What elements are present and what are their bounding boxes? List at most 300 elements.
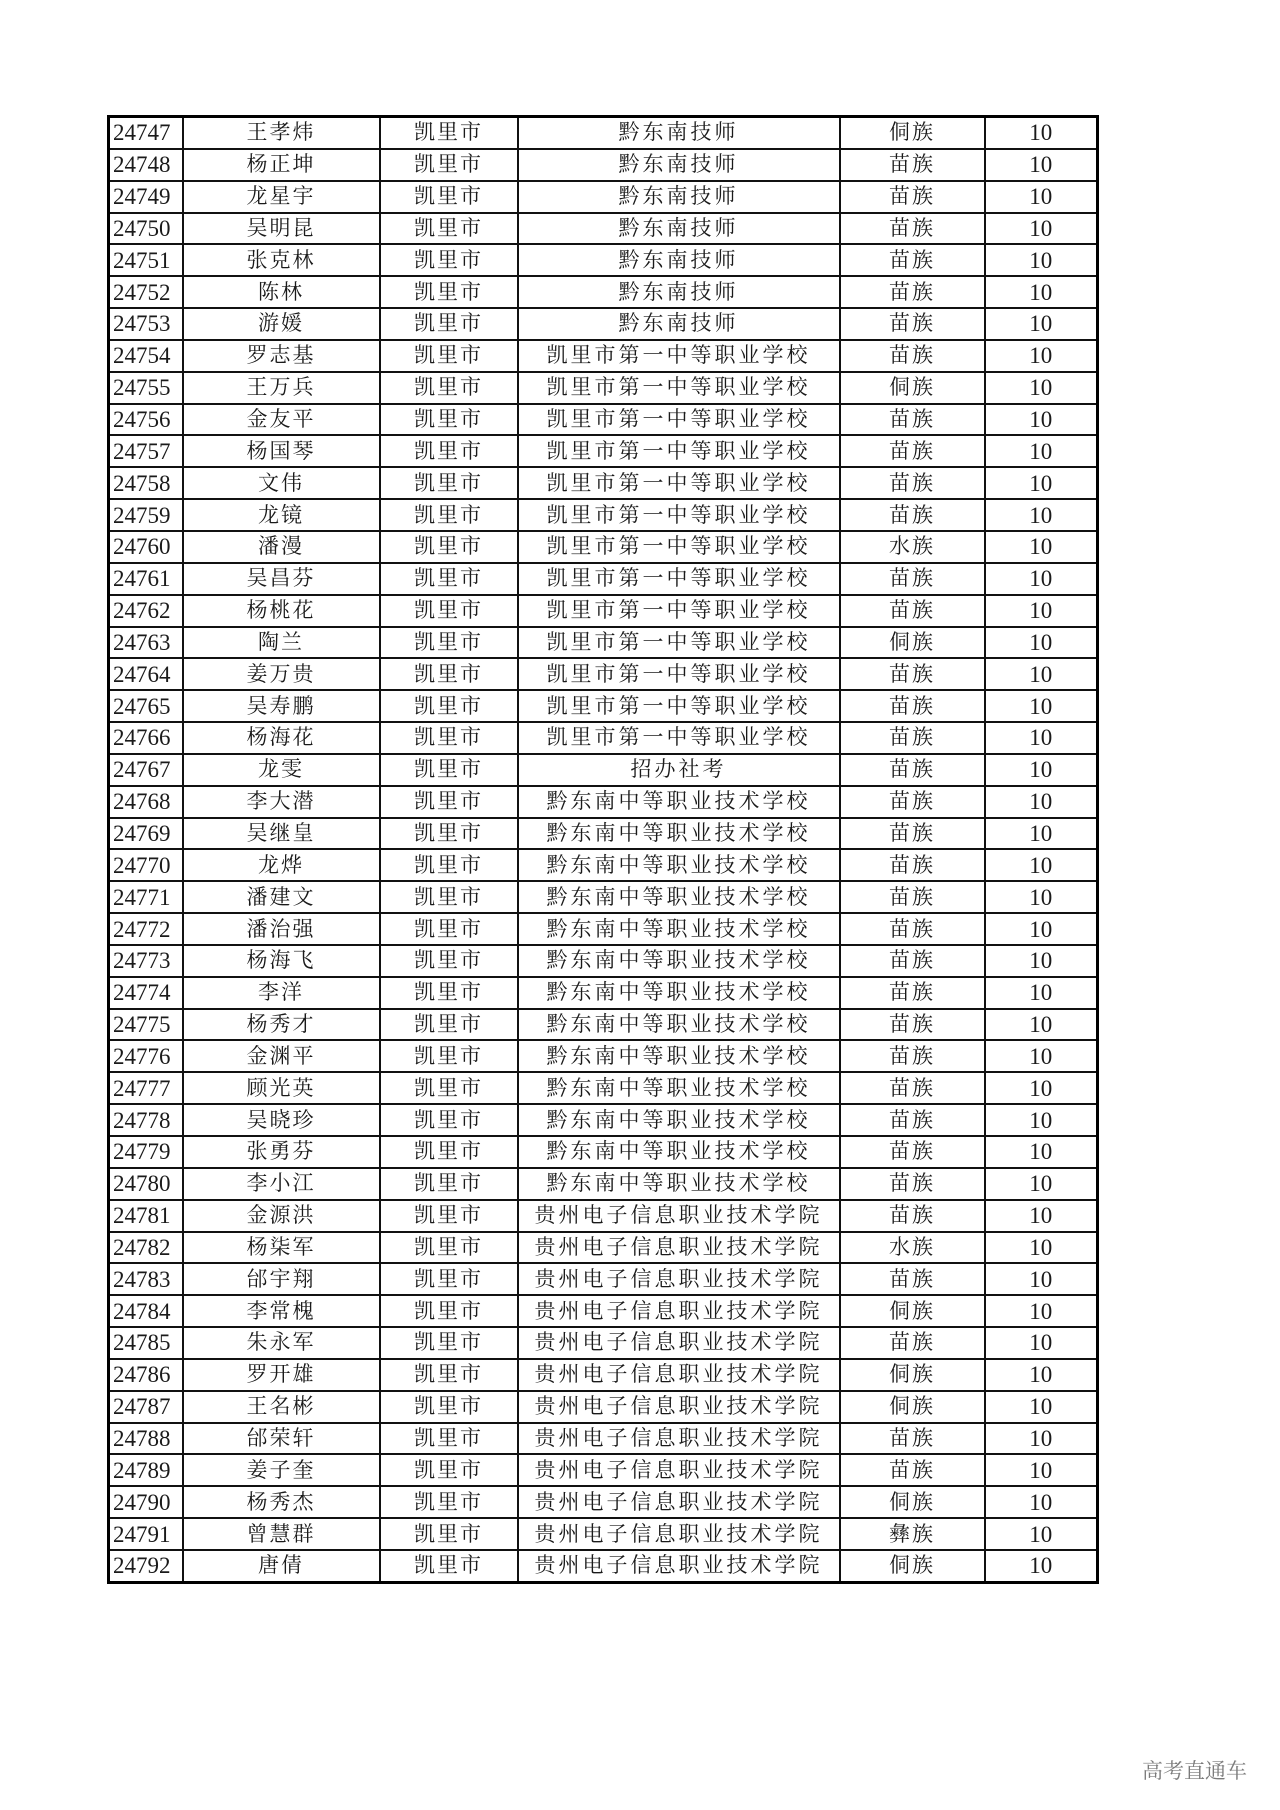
cell-city: 凯里市 [380, 849, 518, 881]
cell-ethnicity: 苗族 [840, 340, 985, 372]
cell-score: 10 [985, 1072, 1098, 1104]
cell-ethnicity: 彝族 [840, 1518, 985, 1550]
table-row [109, 499, 1098, 531]
cell-ethnicity: 苗族 [840, 181, 985, 213]
cell-name: 李小江 [183, 1168, 380, 1200]
table-row [109, 913, 1098, 945]
cell-id: 24753 [109, 308, 183, 340]
cell-city: 凯里市 [380, 1136, 518, 1168]
table-row [109, 1200, 1098, 1232]
cell-city: 凯里市 [380, 308, 518, 340]
cell-city: 凯里市 [380, 881, 518, 913]
cell-ethnicity: 苗族 [840, 435, 985, 467]
cell-id: 24779 [109, 1136, 183, 1168]
cell-city: 凯里市 [380, 690, 518, 722]
cell-id: 24774 [109, 977, 183, 1009]
cell-id: 24784 [109, 1295, 183, 1327]
cell-ethnicity: 侗族 [840, 1295, 985, 1327]
cell-id: 24785 [109, 1327, 183, 1359]
cell-score: 10 [985, 563, 1098, 595]
cell-school: 凯里市第一中等职业学校 [518, 435, 840, 467]
table-row [109, 881, 1098, 913]
cell-city: 凯里市 [380, 117, 518, 149]
cell-score: 10 [985, 1040, 1098, 1072]
cell-id: 24770 [109, 849, 183, 881]
cell-city: 凯里市 [380, 627, 518, 659]
cell-id: 24765 [109, 690, 183, 722]
cell-school: 贵州电子信息职业技术学院 [518, 1200, 840, 1232]
cell-id: 24772 [109, 913, 183, 945]
table-row [109, 1391, 1098, 1423]
cell-score: 10 [985, 1391, 1098, 1423]
cell-name: 龙烨 [183, 849, 380, 881]
table-row [109, 627, 1098, 659]
cell-ethnicity: 苗族 [840, 818, 985, 850]
table-row [109, 372, 1098, 404]
cell-score: 10 [985, 690, 1098, 722]
cell-name: 游媛 [183, 308, 380, 340]
cell-ethnicity: 苗族 [840, 881, 985, 913]
cell-ethnicity: 苗族 [840, 1454, 985, 1486]
cell-ethnicity: 侗族 [840, 1391, 985, 1423]
cell-school: 贵州电子信息职业技术学院 [518, 1359, 840, 1391]
table-row [109, 276, 1098, 308]
cell-school: 贵州电子信息职业技术学院 [518, 1232, 840, 1264]
cell-city: 凯里市 [380, 658, 518, 690]
table-row [109, 722, 1098, 754]
cell-name: 吴明昆 [183, 213, 380, 245]
cell-ethnicity: 苗族 [840, 1168, 985, 1200]
cell-city: 凯里市 [380, 722, 518, 754]
cell-name: 吴昌芬 [183, 563, 380, 595]
cell-score: 10 [985, 818, 1098, 850]
cell-city: 凯里市 [380, 1550, 518, 1582]
table-row [109, 1232, 1098, 1264]
cell-ethnicity: 侗族 [840, 372, 985, 404]
cell-city: 凯里市 [380, 1423, 518, 1455]
cell-score: 10 [985, 977, 1098, 1009]
cell-school: 黔东南技师 [518, 276, 840, 308]
cell-name: 李大潜 [183, 786, 380, 818]
cell-id: 24791 [109, 1518, 183, 1550]
cell-score: 10 [985, 340, 1098, 372]
cell-city: 凯里市 [380, 1454, 518, 1486]
cell-score: 10 [985, 1359, 1098, 1391]
cell-score: 10 [985, 308, 1098, 340]
cell-city: 凯里市 [380, 435, 518, 467]
cell-score: 10 [985, 117, 1098, 149]
table-row [109, 786, 1098, 818]
cell-name: 龙雯 [183, 754, 380, 786]
cell-score: 10 [985, 595, 1098, 627]
cell-school: 黔东南中等职业技术学校 [518, 913, 840, 945]
cell-school: 黔东南技师 [518, 181, 840, 213]
cell-ethnicity: 苗族 [840, 1104, 985, 1136]
roster-table [107, 115, 1099, 1584]
cell-school: 黔东南技师 [518, 308, 840, 340]
cell-name: 文伟 [183, 467, 380, 499]
cell-score: 10 [985, 213, 1098, 245]
table-row [109, 1263, 1098, 1295]
cell-city: 凯里市 [380, 531, 518, 563]
cell-ethnicity: 苗族 [840, 244, 985, 276]
table-row [109, 1359, 1098, 1391]
cell-ethnicity: 苗族 [840, 1200, 985, 1232]
cell-city: 凯里市 [380, 499, 518, 531]
cell-city: 凯里市 [380, 754, 518, 786]
cell-id: 24775 [109, 1009, 183, 1041]
cell-ethnicity: 苗族 [840, 404, 985, 436]
cell-school: 贵州电子信息职业技术学院 [518, 1454, 840, 1486]
cell-city: 凯里市 [380, 213, 518, 245]
table-row [109, 595, 1098, 627]
cell-name: 李常槐 [183, 1295, 380, 1327]
cell-city: 凯里市 [380, 563, 518, 595]
cell-id: 24756 [109, 404, 183, 436]
cell-id: 24761 [109, 563, 183, 595]
cell-city: 凯里市 [380, 1518, 518, 1550]
cell-city: 凯里市 [380, 244, 518, 276]
cell-name: 王孝炜 [183, 117, 380, 149]
cell-name: 吴寿鹏 [183, 690, 380, 722]
cell-ethnicity: 苗族 [840, 1072, 985, 1104]
roster-table-body [109, 117, 1098, 1583]
cell-id: 24780 [109, 1168, 183, 1200]
cell-name: 吴继皇 [183, 818, 380, 850]
table-row [109, 340, 1098, 372]
cell-name: 张克林 [183, 244, 380, 276]
cell-score: 10 [985, 372, 1098, 404]
cell-name: 潘治强 [183, 913, 380, 945]
cell-ethnicity: 苗族 [840, 690, 985, 722]
cell-school: 黔东南技师 [518, 149, 840, 181]
cell-name: 顾光英 [183, 1072, 380, 1104]
cell-score: 10 [985, 149, 1098, 181]
table-row [109, 1518, 1098, 1550]
cell-id: 24777 [109, 1072, 183, 1104]
cell-score: 10 [985, 1327, 1098, 1359]
cell-school: 黔东南中等职业技术学校 [518, 1104, 840, 1136]
cell-id: 24792 [109, 1550, 183, 1582]
cell-name: 金渊平 [183, 1040, 380, 1072]
cell-city: 凯里市 [380, 340, 518, 372]
cell-name: 罗开雄 [183, 1359, 380, 1391]
cell-id: 24764 [109, 658, 183, 690]
cell-id: 24754 [109, 340, 183, 372]
cell-score: 10 [985, 244, 1098, 276]
cell-school: 黔东南技师 [518, 244, 840, 276]
cell-score: 10 [985, 658, 1098, 690]
cell-school: 黔东南技师 [518, 213, 840, 245]
table-row [109, 404, 1098, 436]
cell-name: 金源洪 [183, 1200, 380, 1232]
table-row [109, 1136, 1098, 1168]
cell-name: 陈林 [183, 276, 380, 308]
cell-name: 金友平 [183, 404, 380, 436]
cell-score: 10 [985, 499, 1098, 531]
table-row [109, 690, 1098, 722]
cell-city: 凯里市 [380, 149, 518, 181]
table-row [109, 213, 1098, 245]
cell-city: 凯里市 [380, 945, 518, 977]
cell-school: 凯里市第一中等职业学校 [518, 690, 840, 722]
cell-score: 10 [985, 1104, 1098, 1136]
cell-name: 潘建文 [183, 881, 380, 913]
cell-school: 黔东南中等职业技术学校 [518, 818, 840, 850]
cell-ethnicity: 苗族 [840, 1009, 985, 1041]
cell-id: 24769 [109, 818, 183, 850]
cell-name: 曾慧群 [183, 1518, 380, 1550]
cell-ethnicity: 苗族 [840, 563, 985, 595]
table-row [109, 1423, 1098, 1455]
cell-school: 贵州电子信息职业技术学院 [518, 1518, 840, 1550]
table-row [109, 1295, 1098, 1327]
cell-ethnicity: 水族 [840, 1232, 985, 1264]
cell-school: 凯里市第一中等职业学校 [518, 372, 840, 404]
cell-id: 24768 [109, 786, 183, 818]
table-row [109, 977, 1098, 1009]
cell-city: 凯里市 [380, 1168, 518, 1200]
cell-score: 10 [985, 754, 1098, 786]
cell-score: 10 [985, 1295, 1098, 1327]
cell-ethnicity: 苗族 [840, 977, 985, 1009]
cell-name: 邰宇翔 [183, 1263, 380, 1295]
cell-id: 24790 [109, 1486, 183, 1518]
cell-id: 24762 [109, 595, 183, 627]
cell-score: 10 [985, 404, 1098, 436]
cell-city: 凯里市 [380, 467, 518, 499]
cell-ethnicity: 苗族 [840, 945, 985, 977]
cell-id: 24773 [109, 945, 183, 977]
cell-city: 凯里市 [380, 977, 518, 1009]
table-row [109, 1550, 1098, 1582]
cell-score: 10 [985, 786, 1098, 818]
cell-city: 凯里市 [380, 913, 518, 945]
cell-school: 黔东南中等职业技术学校 [518, 977, 840, 1009]
cell-ethnicity: 侗族 [840, 117, 985, 149]
cell-score: 10 [985, 849, 1098, 881]
cell-school: 贵州电子信息职业技术学院 [518, 1263, 840, 1295]
cell-id: 24767 [109, 754, 183, 786]
cell-score: 10 [985, 1136, 1098, 1168]
cell-score: 10 [985, 467, 1098, 499]
cell-ethnicity: 苗族 [840, 276, 985, 308]
table-row [109, 754, 1098, 786]
table-row [109, 244, 1098, 276]
cell-ethnicity: 侗族 [840, 1486, 985, 1518]
cell-score: 10 [985, 1518, 1098, 1550]
cell-id: 24788 [109, 1423, 183, 1455]
cell-city: 凯里市 [380, 818, 518, 850]
cell-id: 24783 [109, 1263, 183, 1295]
cell-city: 凯里市 [380, 1072, 518, 1104]
cell-ethnicity: 侗族 [840, 627, 985, 659]
cell-name: 杨柒军 [183, 1232, 380, 1264]
cell-school: 黔东南中等职业技术学校 [518, 1009, 840, 1041]
cell-school: 黔东南中等职业技术学校 [518, 1136, 840, 1168]
table-row [109, 149, 1098, 181]
cell-name: 潘漫 [183, 531, 380, 563]
cell-city: 凯里市 [380, 1232, 518, 1264]
cell-ethnicity: 苗族 [840, 499, 985, 531]
cell-score: 10 [985, 1200, 1098, 1232]
cell-ethnicity: 苗族 [840, 1263, 985, 1295]
cell-score: 10 [985, 627, 1098, 659]
table-row [109, 308, 1098, 340]
cell-id: 24766 [109, 722, 183, 754]
cell-school: 贵州电子信息职业技术学院 [518, 1550, 840, 1582]
cell-name: 杨国琴 [183, 435, 380, 467]
cell-score: 10 [985, 945, 1098, 977]
table-row [109, 658, 1098, 690]
cell-name: 姜万贵 [183, 658, 380, 690]
cell-city: 凯里市 [380, 181, 518, 213]
cell-score: 10 [985, 1009, 1098, 1041]
cell-city: 凯里市 [380, 595, 518, 627]
cell-id: 24758 [109, 467, 183, 499]
cell-city: 凯里市 [380, 1104, 518, 1136]
table-row [109, 818, 1098, 850]
cell-ethnicity: 苗族 [840, 213, 985, 245]
cell-city: 凯里市 [380, 372, 518, 404]
cell-ethnicity: 苗族 [840, 467, 985, 499]
cell-id: 24751 [109, 244, 183, 276]
table-row [109, 531, 1098, 563]
cell-city: 凯里市 [380, 276, 518, 308]
cell-ethnicity: 苗族 [840, 754, 985, 786]
cell-ethnicity: 苗族 [840, 149, 985, 181]
cell-name: 王名彬 [183, 1391, 380, 1423]
cell-name: 龙镜 [183, 499, 380, 531]
cell-score: 10 [985, 276, 1098, 308]
cell-name: 罗志基 [183, 340, 380, 372]
cell-name: 王万兵 [183, 372, 380, 404]
cell-school: 贵州电子信息职业技术学院 [518, 1423, 840, 1455]
cell-school: 凯里市第一中等职业学校 [518, 595, 840, 627]
cell-name: 李洋 [183, 977, 380, 1009]
cell-city: 凯里市 [380, 1009, 518, 1041]
table-row [109, 1040, 1098, 1072]
cell-city: 凯里市 [380, 1295, 518, 1327]
cell-school: 黔东南中等职业技术学校 [518, 945, 840, 977]
cell-school: 黔东南中等职业技术学校 [518, 1168, 840, 1200]
table-row [109, 435, 1098, 467]
table-row [109, 1009, 1098, 1041]
cell-ethnicity: 苗族 [840, 1327, 985, 1359]
cell-id: 24787 [109, 1391, 183, 1423]
table-row [109, 945, 1098, 977]
cell-school: 凯里市第一中等职业学校 [518, 467, 840, 499]
cell-score: 10 [985, 913, 1098, 945]
cell-name: 杨正坤 [183, 149, 380, 181]
cell-ethnicity: 苗族 [840, 1040, 985, 1072]
cell-id: 24771 [109, 881, 183, 913]
table-row [109, 1454, 1098, 1486]
cell-school: 凯里市第一中等职业学校 [518, 627, 840, 659]
cell-city: 凯里市 [380, 786, 518, 818]
cell-school: 凯里市第一中等职业学校 [518, 658, 840, 690]
cell-city: 凯里市 [380, 1200, 518, 1232]
cell-school: 黔东南技师 [518, 117, 840, 149]
cell-score: 10 [985, 722, 1098, 754]
cell-score: 10 [985, 181, 1098, 213]
cell-id: 24749 [109, 181, 183, 213]
cell-school: 黔东南中等职业技术学校 [518, 1072, 840, 1104]
cell-id: 24781 [109, 1200, 183, 1232]
cell-name: 杨桃花 [183, 595, 380, 627]
cell-city: 凯里市 [380, 1391, 518, 1423]
cell-ethnicity: 苗族 [840, 658, 985, 690]
cell-id: 24748 [109, 149, 183, 181]
watermark-text: 高考直通车 [1142, 1759, 1247, 1783]
cell-school: 贵州电子信息职业技术学院 [518, 1327, 840, 1359]
cell-city: 凯里市 [380, 1327, 518, 1359]
cell-school: 贵州电子信息职业技术学院 [518, 1295, 840, 1327]
cell-ethnicity: 苗族 [840, 308, 985, 340]
cell-score: 10 [985, 435, 1098, 467]
cell-name: 朱永军 [183, 1327, 380, 1359]
cell-name: 杨秀才 [183, 1009, 380, 1041]
cell-ethnicity: 苗族 [840, 1423, 985, 1455]
table-row [109, 849, 1098, 881]
table-row [109, 1327, 1098, 1359]
cell-name: 唐倩 [183, 1550, 380, 1582]
cell-ethnicity: 侗族 [840, 1359, 985, 1391]
cell-id: 24760 [109, 531, 183, 563]
cell-id: 24776 [109, 1040, 183, 1072]
cell-name: 邰荣轩 [183, 1423, 380, 1455]
cell-name: 姜子奎 [183, 1454, 380, 1486]
cell-name: 吴晓珍 [183, 1104, 380, 1136]
table-row [109, 1104, 1098, 1136]
cell-school: 凯里市第一中等职业学校 [518, 563, 840, 595]
cell-school: 凯里市第一中等职业学校 [518, 722, 840, 754]
cell-score: 10 [985, 1550, 1098, 1582]
cell-id: 24778 [109, 1104, 183, 1136]
cell-name: 龙星宇 [183, 181, 380, 213]
cell-ethnicity: 苗族 [840, 595, 985, 627]
cell-ethnicity: 苗族 [840, 913, 985, 945]
cell-id: 24763 [109, 627, 183, 659]
cell-ethnicity: 苗族 [840, 786, 985, 818]
cell-school: 贵州电子信息职业技术学院 [518, 1486, 840, 1518]
table-row [109, 1486, 1098, 1518]
table-row [109, 1168, 1098, 1200]
cell-school: 凯里市第一中等职业学校 [518, 531, 840, 563]
cell-id: 24750 [109, 213, 183, 245]
cell-score: 10 [985, 1486, 1098, 1518]
cell-school: 贵州电子信息职业技术学院 [518, 1391, 840, 1423]
cell-score: 10 [985, 1454, 1098, 1486]
cell-school: 凯里市第一中等职业学校 [518, 404, 840, 436]
cell-school: 黔东南中等职业技术学校 [518, 1040, 840, 1072]
cell-name: 张勇芬 [183, 1136, 380, 1168]
table-row [109, 181, 1098, 213]
table-row [109, 563, 1098, 595]
cell-school: 黔东南中等职业技术学校 [518, 881, 840, 913]
cell-ethnicity: 苗族 [840, 849, 985, 881]
cell-name: 杨海飞 [183, 945, 380, 977]
cell-school: 黔东南中等职业技术学校 [518, 786, 840, 818]
cell-school: 黔东南中等职业技术学校 [518, 849, 840, 881]
cell-id: 24747 [109, 117, 183, 149]
cell-school: 凯里市第一中等职业学校 [518, 499, 840, 531]
cell-city: 凯里市 [380, 1263, 518, 1295]
table-row [109, 467, 1098, 499]
cell-score: 10 [985, 1232, 1098, 1264]
table-row [109, 117, 1098, 149]
cell-ethnicity: 苗族 [840, 722, 985, 754]
